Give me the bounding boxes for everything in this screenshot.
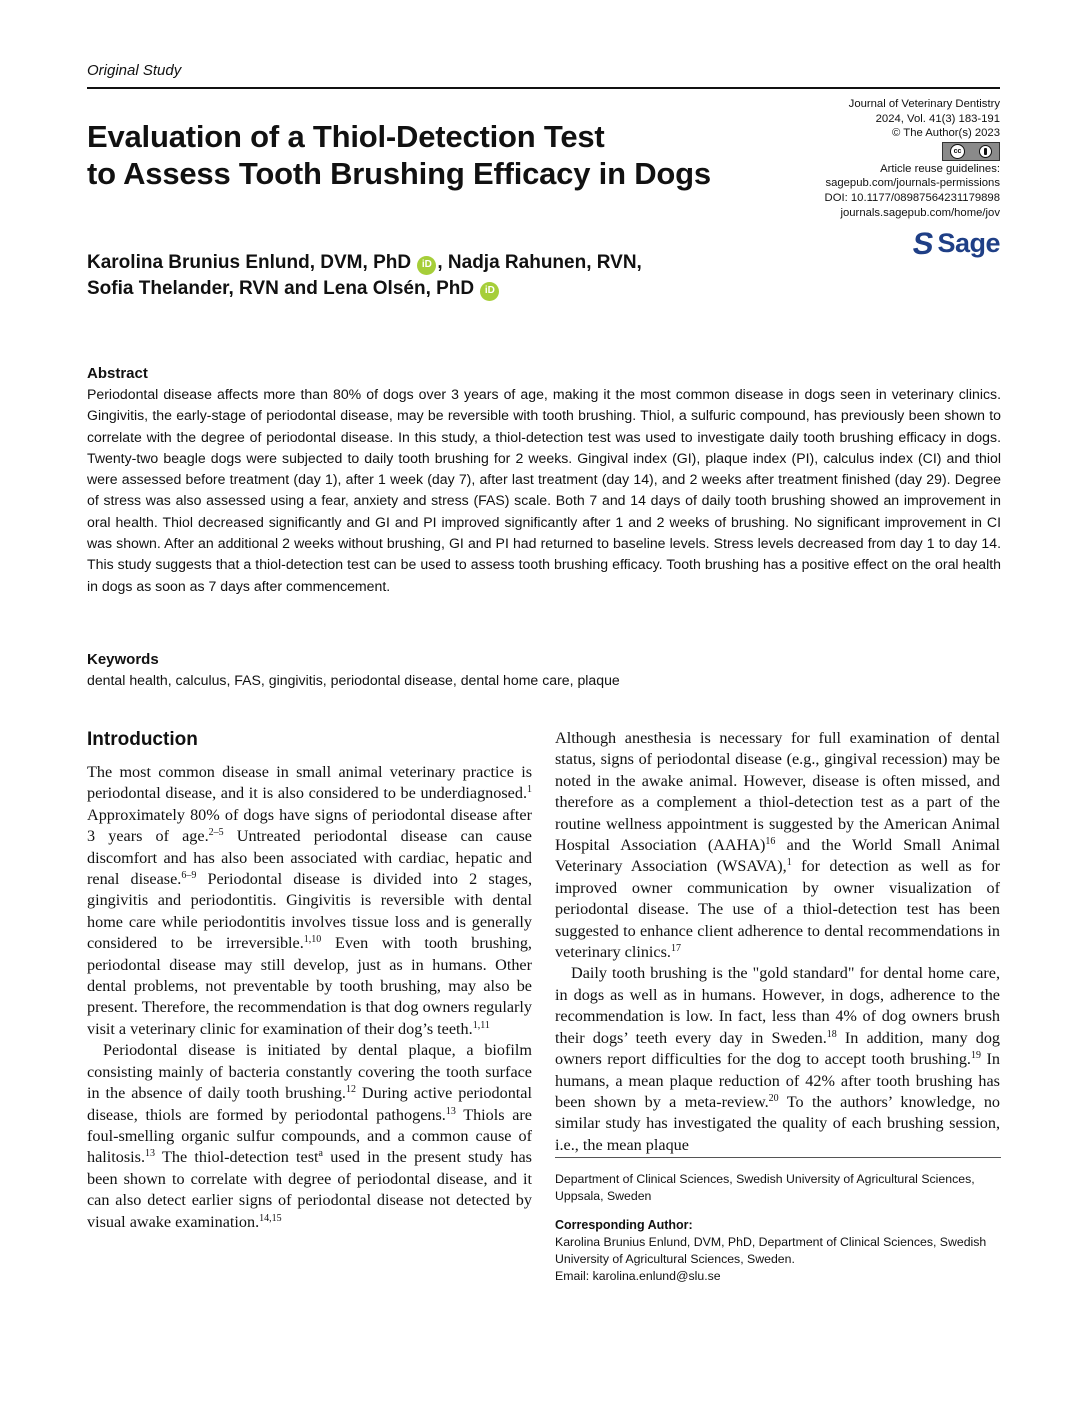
body-column-left bbox=[87, 727, 532, 1233]
citation-ref[interactable]: 17 bbox=[670, 943, 681, 955]
text-run: Daily tooth brushing is the "gold standard" for dental home care, in dogs as well as in humans. However, in dogs, adherence to the recommendation is low. In fact, less than 4% of dog owners brush their dogs’ teeth every day in Sweden. bbox=[555, 964, 1000, 1047]
text-run: Approximately 80% of dogs have signs of periodontal disease after 3 years of age. bbox=[87, 805, 532, 846]
corresponding-author-text: Karolina Brunius Enlund, DVM, PhD, Department of Clinical Sciences, Swedish University of Agricultural Sciences, Sweden. bbox=[555, 1235, 987, 1266]
citation-ref[interactable]: 18 bbox=[826, 1028, 837, 1040]
intro-paragraph-2-continued bbox=[555, 728, 1000, 963]
affiliation-block bbox=[555, 1157, 1001, 1285]
journal-link[interactable]: journals.sagepub.com/home/jov bbox=[840, 206, 1000, 219]
article-title bbox=[87, 118, 787, 192]
citation-ref[interactable]: 6–9 bbox=[181, 870, 197, 882]
author-3-4: Sofia Thelander, RVN and Lena Olsén, PhD bbox=[87, 278, 475, 299]
text-run: for detection as well as for improved owner communication by owner visualization of periodontal disease. The use of a thiol-detection test has been suggested to enhance client adherence to dental recommendations in veterinary clinics. bbox=[555, 857, 1000, 962]
journal-info bbox=[825, 97, 1000, 220]
introduction-heading: Introduction bbox=[87, 729, 198, 750]
title-line-1: Evaluation of a Thiol-Detection Test bbox=[87, 119, 605, 154]
text-run: Untreated periodontal disease can cause discomfort and has also been associated with cardiac, hepatic and renal disease. bbox=[87, 827, 532, 889]
author-1: Karolina Brunius Enlund, DVM, PhD bbox=[87, 252, 412, 273]
abstract bbox=[87, 364, 1001, 597]
text-run: Although anesthesia is necessary for full examination of dental status, signs of periodontal disease (e.g., gingival recession) may be noted in the awake animal. However, disease is often missed, and therefore as a complement a thiol-detection test as a part of the routine wellness appointment is suggested by the American Animal Hospital Association (AAHA) bbox=[555, 729, 1000, 855]
citation-ref[interactable]: 1 bbox=[527, 784, 532, 796]
keywords-text: dental health, calculus, FAS, gingivitis, periodontal disease, dental home care, plaque bbox=[87, 672, 620, 688]
text-run: In humans, a mean plaque reduction of 42% after tooth brushing has been shown by a meta-review. bbox=[555, 1050, 1000, 1111]
citation-ref[interactable]: 19 bbox=[970, 1050, 981, 1062]
doi[interactable]: DOI: 10.1177/08987564231179898 bbox=[824, 191, 1000, 204]
journal-name: Journal of Veterinary Dentistry bbox=[848, 98, 1000, 110]
text-run: In addition, many dog owners report difficulties for the dog to accept tooth brushing. bbox=[555, 1028, 1001, 1069]
orcid-icon[interactable]: iD bbox=[417, 256, 436, 275]
intro-paragraph-3 bbox=[555, 963, 1000, 1156]
intro-paragraph-2 bbox=[87, 1040, 532, 1233]
cc-by-license-badge[interactable] bbox=[942, 142, 1000, 161]
abstract-text: Periodontal disease affects more than 80% of dogs over 3 years of age, making it the most common disease in dogs seen in veterinary clinics. Gingivitis, the early-stage of periodontal disease, may be reversible with tooth brushing. Thiol, a sulfuric compound, has previously been shown to correlate with the degree of periodontal disease. In this study, a thiol-detection test was used to investigate daily tooth brushing efficacy in dogs. Twenty-two beagle dogs were subjected to daily tooth brushing for 2 weeks. Gingival index (GI), plaque index (PI), calculus index (CI) and thiol were assessed before treatment (day 1), after 1 week (day 7), after last treatment (day 14), and 2 weeks after treatment finished (day 29). Degree of stress was also assessed using a fear, anxiety and stress (FAS) scale. Both 7 and 14 days of daily tooth brushing showed an improvement in oral health. Thiol decreased significantly and GI and PI improved significantly after 1 and 2 weeks of brushing. No significant improvement in CI was shown. After an additional 2 weeks without brushing, GI and PI had returned to baseline levels. Stress levels decreased from day 1 to day 14. This study suggests that a thiol-detection test can be used to assess tooth brushing efficacy. Tooth brushing has a positive effect on the oral health in dogs as soon as 7 days after commencement. bbox=[87, 386, 1001, 594]
affiliation-text: Department of Clinical Sciences, Swedish University of Agricultural Sciences, Uppsala, Sweden bbox=[555, 1172, 975, 1203]
sage-logo bbox=[910, 226, 1000, 261]
abstract-heading: Abstract bbox=[87, 365, 148, 382]
cc-icon: cc bbox=[950, 144, 965, 159]
text-run: used in the present study has been shown to correlate with degree of periodontal disease, and it can also detect earlier signs of periodontal disease not detected by visual awake examination. bbox=[87, 1148, 532, 1231]
copyright: © The Author(s) 2023 bbox=[892, 127, 1000, 140]
sage-s-icon: S bbox=[910, 226, 936, 261]
corresponding-author-label: Corresponding Author: bbox=[555, 1218, 693, 1232]
citation-ref[interactable]: 16 bbox=[765, 836, 776, 848]
citation-ref[interactable]: 20 bbox=[768, 1092, 779, 1104]
text-run: During active periodontal disease, thiols are formed by periodontal pathogens. bbox=[87, 1084, 532, 1124]
citation-ref[interactable]: 1,11 bbox=[472, 1019, 490, 1031]
citation-ref[interactable]: 13 bbox=[145, 1148, 156, 1160]
text-run: To the authors’ knowledge, no similar study has investigated the quality of each brushing session, i.e., the mean plaque bbox=[555, 1092, 1001, 1154]
footnote-ref[interactable]: a bbox=[318, 1148, 323, 1160]
citation-ref[interactable]: 13 bbox=[445, 1105, 456, 1117]
title-line-2: to Assess Tooth Brushing Efficacy in Dogs bbox=[87, 156, 711, 191]
text-run: Periodontal disease is initiated by dental plaque, a biofilm consisting mainly of bacteria constantly covering the tooth surface in the absence of daily tooth brushing. bbox=[87, 1041, 532, 1103]
text-run: Even with tooth brushing, periodontal disease may still develop, just as in humans. Other dental problems, not preventable by tooth brushing, may also be present. Therefore, the recommendation is that dog owners regularly visit a veterinary clinic for examination of their dog’s teeth. bbox=[87, 934, 532, 1038]
journal-volume: 2024, Vol. 41(3) 183-191 bbox=[875, 112, 1000, 125]
citation-ref[interactable]: 1 bbox=[786, 857, 792, 869]
citation-ref[interactable]: 1,10 bbox=[303, 934, 322, 946]
citation-ref[interactable]: 2–5 bbox=[208, 827, 224, 839]
citation-ref[interactable]: 12 bbox=[345, 1084, 356, 1096]
text-run: and the World Small Animal Veterinary Association (WSAVA), bbox=[555, 836, 1000, 876]
citation-ref[interactable]: 14,15 bbox=[259, 1212, 282, 1224]
text-run: Periodontal disease is divided into 2 stages, gingivitis and periodontitis. Gingivitis is reversible with dental home care while periodontitis involves tissue loss and is generally considered to be irreversible. bbox=[87, 870, 533, 953]
corresponding-email[interactable]: Email: karolina.enlund@slu.se bbox=[555, 1269, 721, 1283]
text-run: The thiol-detection test bbox=[155, 1148, 319, 1167]
text-run: The most common disease in small animal veterinary practice is periodontal disease, and it is also considered to be underdiagnosed. bbox=[87, 763, 532, 803]
affiliation-rule bbox=[555, 1157, 1001, 1158]
text-run: Thiols are foul-smelling organic sulfur compounds, and a common cause of halitosis. bbox=[87, 1105, 532, 1167]
body-column-right bbox=[555, 728, 1000, 1156]
attribution-person-icon bbox=[979, 145, 992, 158]
keywords bbox=[87, 650, 1001, 691]
keywords-heading: Keywords bbox=[87, 651, 159, 668]
orcid-icon[interactable]: iD bbox=[480, 282, 499, 301]
running-head: Original Study bbox=[87, 62, 182, 79]
author-list bbox=[87, 250, 642, 302]
reuse-link[interactable]: sagepub.com/journals-permissions bbox=[825, 177, 1000, 190]
header-rule bbox=[87, 87, 1000, 89]
author-2: , Nadja Rahunen, RVN, bbox=[437, 252, 642, 273]
publisher-name: Sage bbox=[937, 228, 1000, 258]
reuse-label: Article reuse guidelines: bbox=[880, 162, 1000, 175]
intro-paragraph-1 bbox=[87, 762, 532, 1040]
